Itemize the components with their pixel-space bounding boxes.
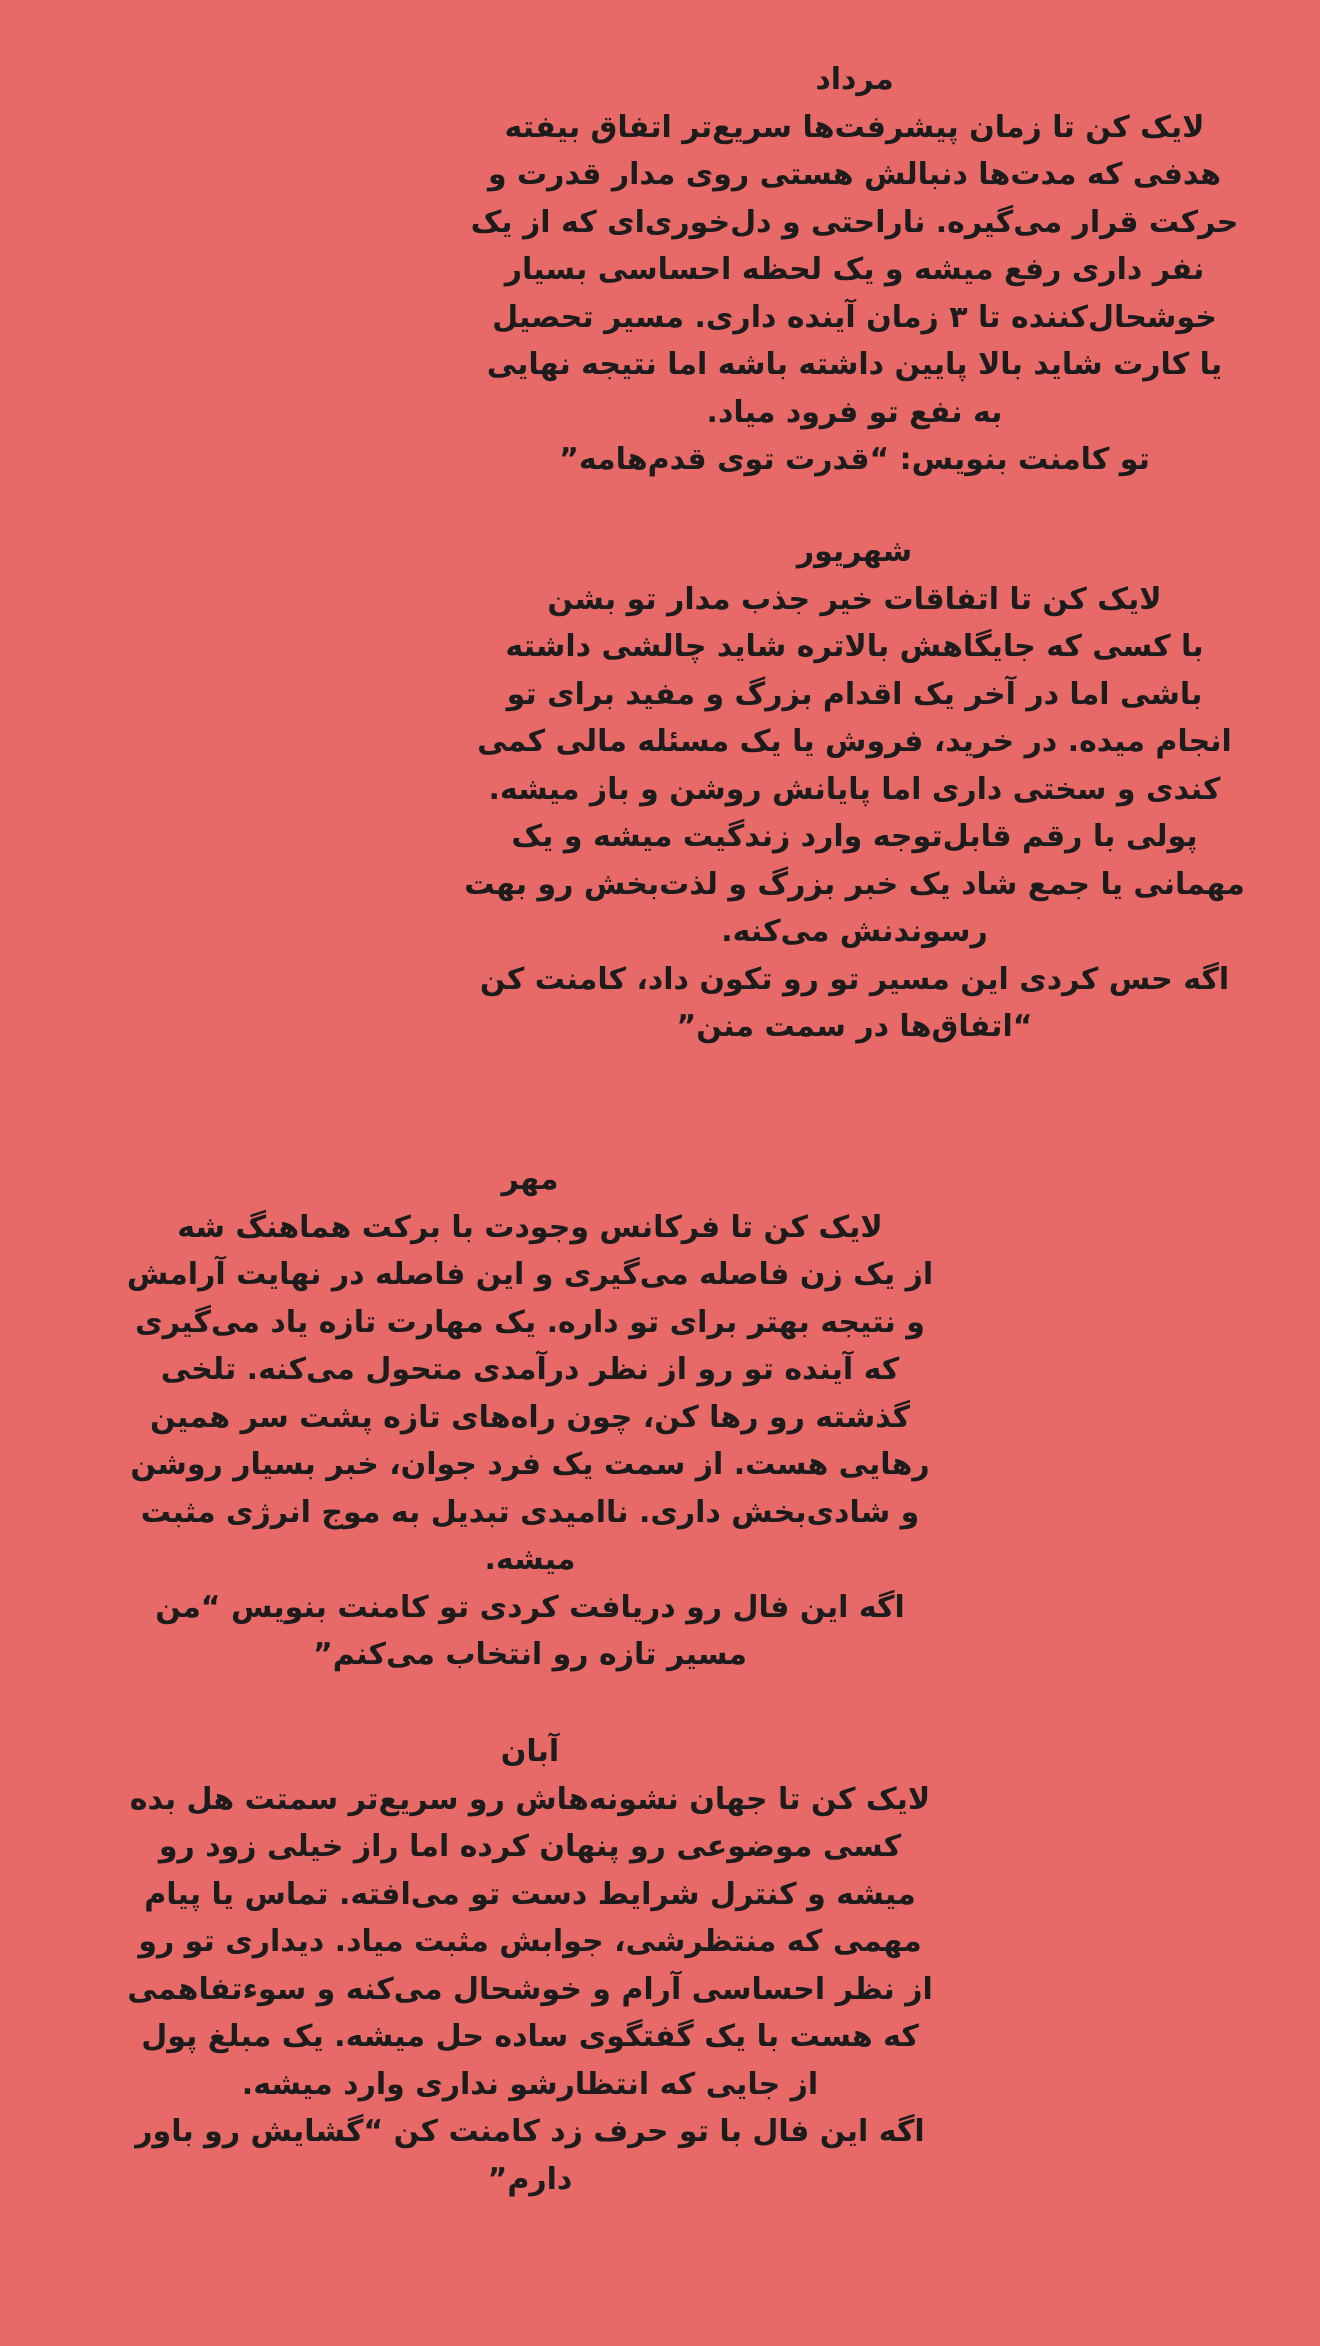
comment-prompt: “اتفاق‌ها در سمت منن”	[676, 1009, 1033, 1044]
horoscope-line: که آینده تو رو از نظر درآمدی متحول می‌کنه. تلخی	[160, 1352, 900, 1387]
horoscope-line: و شادی‌بخش داری. ناامیدی تبدیل به موج انرژی مثبت	[140, 1494, 920, 1530]
horoscope-line: میشه.	[484, 1542, 576, 1577]
horoscope-line: پولی با رقم قابل‌توجه وارد زندگیت میشه و یک	[511, 819, 1198, 854]
horoscope-line: رهایی هست. از سمت یک فرد جوان، خبر بسیار روشن	[130, 1447, 930, 1482]
horoscope-line: مهمانی یا جمع شاد یک خبر بزرگ و لذت‌بخش رو بهت	[464, 866, 1245, 902]
horoscope-line: که هست با یک گفتگوی ساده حل میشه. یک مبلغ پول	[141, 2019, 919, 2054]
horoscope-line: از یک زن فاصله می‌گیری و این فاصله در نهایت آرامش	[126, 1257, 934, 1292]
horoscope-line: باشی اما در آخر یک اقدام بزرگ و مفید برای تو	[506, 676, 1203, 712]
horoscope-line: از جایی که انتظارشو نداری وارد میشه.	[241, 2066, 819, 2102]
comment-prompt: اگه این فال رو دریافت کردی تو کامنت بنویس “من	[155, 1589, 905, 1625]
section-mehr	[112, 1156, 948, 1679]
horoscope-line: یا کارت شاید بالا پایین داشته باشه اما نتیجه نهایی	[486, 347, 1223, 382]
month-title: مهر	[501, 1162, 559, 1197]
comment-prompt: دارم”	[487, 2161, 573, 2197]
comment-prompt: اگه حس کردی این مسیر تو رو تکون داد، کامنت کن	[479, 961, 1230, 997]
month-title: شهریور	[796, 534, 913, 569]
comment-prompt: مسیر تازه رو انتخاب می‌کنم”	[313, 1637, 747, 1672]
horoscope-line: انجام میده. در خرید، فروش یا یک مسئله مالی کمی	[477, 724, 1232, 759]
section-mordad	[462, 56, 1247, 484]
horoscope-line: هدفی که مدت‌ها دنبالش هستی روی مدار قدرت و	[487, 157, 1222, 192]
horoscope-line: از نظر احساسی آرام و خوشحال می‌کنه و سوءتفاهمی	[127, 1971, 933, 2007]
horoscope-line: حرکت قرار می‌گیره. ناراحتی و دل‌خوری‌ای که از یک	[470, 204, 1239, 240]
month-title: آبان	[500, 1734, 560, 1769]
horoscope-line: لایک کن تا زمان پیشرفت‌ها سریع‌تر اتفاق بیفته	[504, 109, 1205, 145]
horoscope-line: مهمی که منتظرشی، جوابش مثبت میاد. دیداری تو رو	[138, 1924, 922, 1959]
month-title: مرداد	[815, 62, 894, 97]
horoscope-line: گذشته رو رها کن، چون راه‌های تازه پشت سر همین	[149, 1399, 911, 1435]
section-shahrivar	[462, 528, 1247, 1051]
horoscope-line: کسی موضوعی رو پنهان کرده اما راز خیلی زود رو	[158, 1829, 902, 1864]
horoscope-line: لایک کن تا اتفاقات خیر جذب مدار تو بشن	[547, 581, 1162, 617]
comment-prompt: اگه این فال با تو حرف زد کامنت کن “گشایش رو باور	[135, 2114, 925, 2149]
horoscope-line: خوشحال‌کننده تا ۳ زمان آینده داری. مسیر تحصیل	[492, 299, 1217, 335]
horoscope-line: نفر داری رفع میشه و یک لحظه احساسی بسیار	[504, 252, 1205, 287]
horoscope-line: به نفع تو فرود میاد.	[706, 394, 1003, 430]
horoscope-line: رسوندنش می‌کنه.	[721, 914, 988, 949]
section-aban	[112, 1728, 948, 2203]
horoscope-line: با کسی که جایگاهش بالاتره شاید چالشی داشته	[505, 629, 1204, 664]
horoscope-line: کندی و سختی داری اما پایانش روشن و باز میشه.	[488, 771, 1221, 807]
horoscope-line: لایک کن تا فرکانس وجودت با برکت هماهنگ شه	[177, 1209, 883, 1245]
horoscope-line: میشه و کنترل شرایط دست تو می‌افته. تماس یا پیام	[144, 1876, 916, 1912]
horoscope-line: و نتیجه بهتر برای تو داره. یک مهارت تازه یاد می‌گیری	[135, 1304, 925, 1340]
comment-prompt: تو کامنت بنویس: “قدرت توی قدم‌هامه”	[559, 442, 1150, 477]
horoscope-line: لایک کن تا جهان نشونه‌هاش رو سریع‌تر سمتت هل بده	[129, 1781, 931, 1817]
